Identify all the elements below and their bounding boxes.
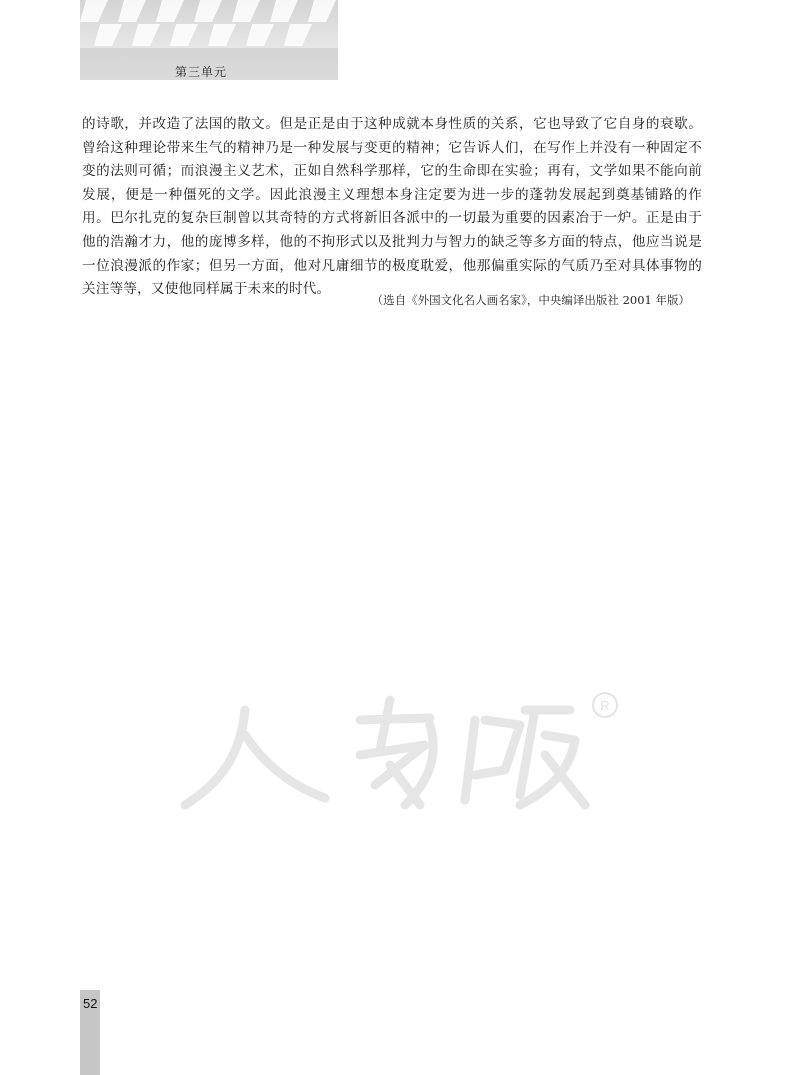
publisher-watermark — [175, 680, 645, 820]
body-paragraph: 的诗歌，并改造了法国的散文。但是正是由于这种成就本身性质的关系，它也导致了它自身的衰歇。曾给这种理论带来生气的精神乃是一种发展与变更的精神；它告诉人们，在写作上并没有一种固定不变的法则可循；而浪漫主义艺术，正如自然科学那样，它的生命即在实验；再有，文学如果不能向前发展，便是一种僵死的文学。因此浪漫主义理想本身注定要为进一步的蓬勃发展起到奠基铺路的作用。巴尔扎克的复杂巨制曾以其奇特的方式将新旧各派中的一切最为重要的因素冶于一炉。正是由于他的浩瀚才力，他的庞博多样，他的不拘形式以及批判力与智力的缺乏等多方面的特点，他应当说是一位浪漫派的作家；但另一方面，他对凡庸细节的极度耽爱，他那偏重实际的气质乃至对具体事物的关注等等，又使他同样属于未来的时代。 — [82, 116, 702, 298]
unit-label: 第三单元 — [175, 65, 228, 79]
source-citation: （选自《外国文化名人画名家》，中央编译出版社 2001 年版） — [371, 293, 690, 307]
page-number: 52 — [83, 996, 98, 1011]
svg-text:R: R — [600, 698, 610, 713]
article-body — [82, 113, 702, 302]
